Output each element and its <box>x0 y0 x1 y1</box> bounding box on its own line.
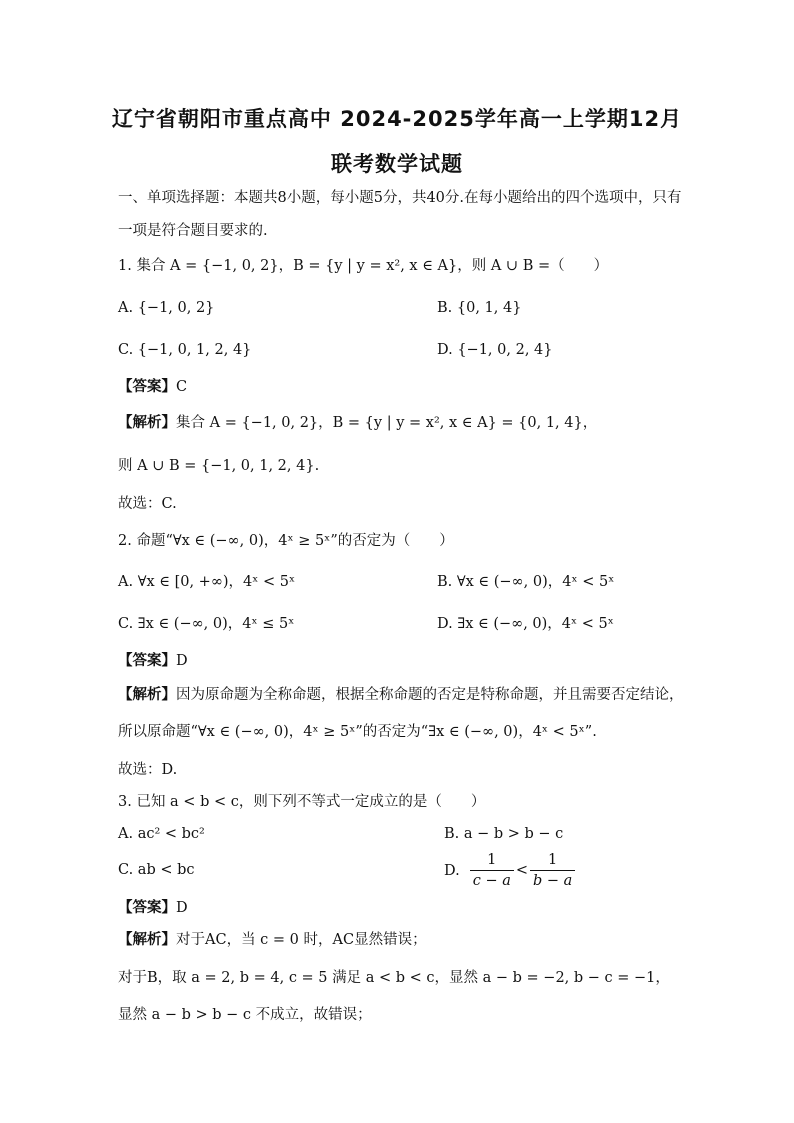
q3-option-c: C. ab < bc <box>118 862 195 878</box>
q1-option-a: A. {−1, 0, 2} <box>118 300 215 316</box>
q2-option-d: D. ∃x ∈ (−∞, 0)，4ˣ < 5ˣ <box>437 616 614 632</box>
answer-tag: 【答案】 <box>118 900 176 916</box>
section-header-cont: 一项是符合题目要求的. <box>118 223 268 239</box>
q1-analysis-1 <box>118 413 597 433</box>
section-header: 一、单项选择题：本题共8小题，每小题5分，共40分.在每小题给出的四个选项中，只有 <box>118 190 682 206</box>
q1-option-b: B. {0, 1, 4} <box>437 300 522 316</box>
q3-analysis-2: 对于B，取 a = 2, b = 4, c = 5 满足 a < b < c，显然 a − b = −2, b − c = −1， <box>118 970 670 986</box>
q3-stem: 3. 已知 a < b < c，则下列不等式一定成立的是（ ） <box>118 794 486 810</box>
q3-option-b: B. a − b > b − c <box>444 826 564 842</box>
q3-analysis-1 <box>118 930 427 950</box>
fraction-2 <box>530 850 575 891</box>
title-line-2: 联考数学试题 <box>331 152 463 176</box>
fraction-relation: < <box>515 862 529 879</box>
q3-option-a: A. ac² < bc² <box>118 826 205 842</box>
analysis-tag: 【解析】 <box>118 415 176 431</box>
q3-analysis-1-text: 对于AC，当 c = 0 时，AC显然错误； <box>176 932 427 948</box>
q2-conclusion: 故选：D. <box>118 762 178 778</box>
answer-tag: 【答案】 <box>118 653 176 669</box>
q3-option-d-label: D. <box>444 862 460 879</box>
fraction-1 <box>470 850 514 891</box>
q2-analysis-1 <box>118 685 684 705</box>
answer-tag: 【答案】 <box>118 379 176 395</box>
fraction-2-numerator: 1 <box>548 852 558 868</box>
q2-stem: 2. 命题“∀x ∈ (−∞, 0)，4ˣ ≥ 5ˣ”的否定为（ ） <box>118 533 454 549</box>
q1-answer-value: C <box>176 379 188 395</box>
q1-option-c: C. {−1, 0, 1, 2, 4} <box>118 342 252 358</box>
q3-answer <box>118 898 188 918</box>
fraction-1-numerator: 1 <box>487 852 497 868</box>
q2-option-c: C. ∃x ∈ (−∞, 0)，4ˣ ≤ 5ˣ <box>118 616 295 632</box>
q2-option-b: B. ∀x ∈ (−∞, 0)，4ˣ < 5ˣ <box>437 574 615 590</box>
q2-answer-value: D <box>176 653 188 669</box>
title-line-1: 辽宁省朝阳市重点高中 2024-2025学年高一上学期12月 <box>111 107 683 131</box>
q1-conclusion: 故选：C. <box>118 496 177 512</box>
q3-answer-value: D <box>176 900 188 916</box>
q1-stem: 1. 集合 A = {−1, 0, 2}，B = {y | y = x², x ∈ A}，则 A ∪ B =（ ） <box>118 258 609 274</box>
q3-analysis-3: 显然 a − b > b − c 不成立，故错误； <box>118 1007 372 1023</box>
q1-analysis-2: 则 A ∪ B = {−1, 0, 1, 2, 4}. <box>118 458 320 474</box>
q2-analysis-1-text: 因为原命题为全称命题，根据全称命题的否定是特称命题，并且需要否定结论， <box>176 687 684 703</box>
analysis-tag: 【解析】 <box>118 932 176 948</box>
q1-answer <box>118 377 187 397</box>
fraction-1-denominator: c − a <box>470 870 514 891</box>
analysis-tag: 【解析】 <box>118 687 176 703</box>
q3-option-d <box>444 850 577 891</box>
q1-option-d: D. {−1, 0, 2, 4} <box>437 342 553 358</box>
q2-option-a: A. ∀x ∈ [0, +∞)，4ˣ < 5ˣ <box>118 574 296 590</box>
q1-analysis-1-text: 集合 A = {−1, 0, 2}，B = {y | y = x², x ∈ A} = {0, 1, 4}， <box>176 415 598 431</box>
fraction-2-denominator: b − a <box>530 870 575 891</box>
q2-analysis-2: 所以原命题“∀x ∈ (−∞, 0)，4ˣ ≥ 5ˣ”的否定为“∃x ∈ (−∞, 0)，4ˣ < 5ˣ”. <box>118 724 597 740</box>
q2-answer <box>118 651 188 671</box>
